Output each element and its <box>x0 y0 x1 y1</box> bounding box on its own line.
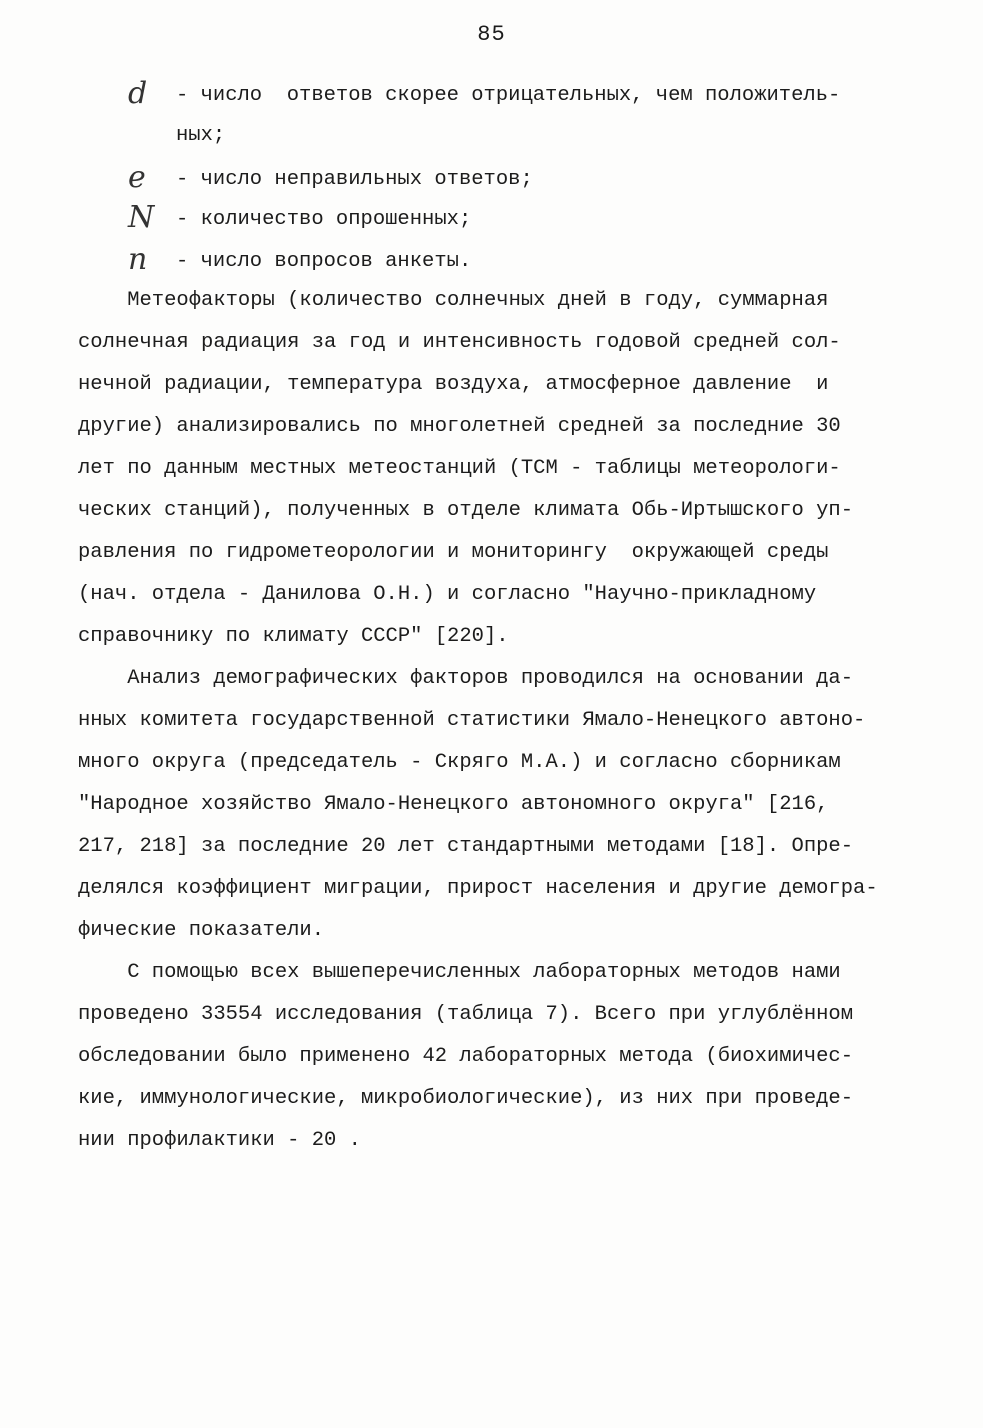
definition-n-upper <box>128 200 471 235</box>
text-line: делялся коэффициент миграции, прирост населения и другие демогра- <box>78 877 878 900</box>
page-number: 85 <box>477 22 506 47</box>
text-line: "Народное хозяйство Ямало-Ненецкого автономного округа" [216, <box>78 793 829 816</box>
text-line: обследовании было применено 42 лабораторных метода (биохимичес- <box>78 1045 854 1068</box>
text-line: нечной радиации, температура воздуха, атмосферное давление и <box>78 373 829 396</box>
text-line: другие) анализировались по многолетней средней за последние 30 <box>78 415 841 438</box>
definition-n-lower <box>128 242 471 277</box>
definition-text: - число неправильных ответов; <box>176 168 533 191</box>
text-line: равления по гидрометеорологии и мониторингу окружающей среды <box>78 541 829 564</box>
text-line: С помощью всех вышеперечисленных лабораторных методов нами <box>78 961 841 984</box>
text-line: (нач. отдела - Данилова О.Н.) и согласно "Научно-прикладному <box>78 583 817 606</box>
paragraph-demographics <box>78 658 908 952</box>
text-line: Анализ демографических факторов проводился на основании да- <box>78 667 854 690</box>
text-line: нных комитета государственной статистики Ямало-Ненецкого автоно- <box>78 709 866 732</box>
definition-symbol: d <box>128 76 148 111</box>
paragraph-lab-methods <box>78 952 908 1162</box>
definition-symbol: N <box>128 200 155 235</box>
text-line: кие, иммунологические, микробиологические), из них при проведе- <box>78 1087 854 1110</box>
definition-symbol: e <box>128 160 146 195</box>
definition-text: ных; <box>176 124 226 147</box>
text-line: ческих станций), полученных в отделе климата Обь-Иртышского уп- <box>78 499 854 522</box>
definition-symbol: n <box>128 242 148 277</box>
paragraph-meteofactors <box>78 280 908 658</box>
definition-e <box>128 160 533 195</box>
definition-text: - количество опрошенных; <box>176 208 472 231</box>
text-line: много округа (председатель - Скряго М.А.) и согласно сборникам <box>78 751 841 774</box>
text-line: нии профилактики - 20 . <box>78 1129 361 1152</box>
definition-d-continuation <box>176 124 225 147</box>
definition-text: - число вопросов анкеты. <box>176 250 472 273</box>
text-line: фические показатели. <box>78 919 325 942</box>
text-line: справочнику по климату СССР" [220]. <box>78 625 509 648</box>
definition-text: - число ответов скорее отрицательных, чем положитель- <box>176 84 841 107</box>
text-line: Метеофакторы (количество солнечных дней в году, суммарная <box>78 289 829 312</box>
definition-d <box>128 76 840 111</box>
text-line: 217, 218] за последние 20 лет стандартными методами [18]. Опре- <box>78 835 854 858</box>
text-line: лет по данным местных метеостанций (ТСМ - таблицы метеорологи- <box>78 457 841 480</box>
text-line: проведено 33554 исследования (таблица 7). Всего при углублённом <box>78 1003 854 1026</box>
text-line: солнечная радиация за год и интенсивность годовой средней сол- <box>78 331 841 354</box>
